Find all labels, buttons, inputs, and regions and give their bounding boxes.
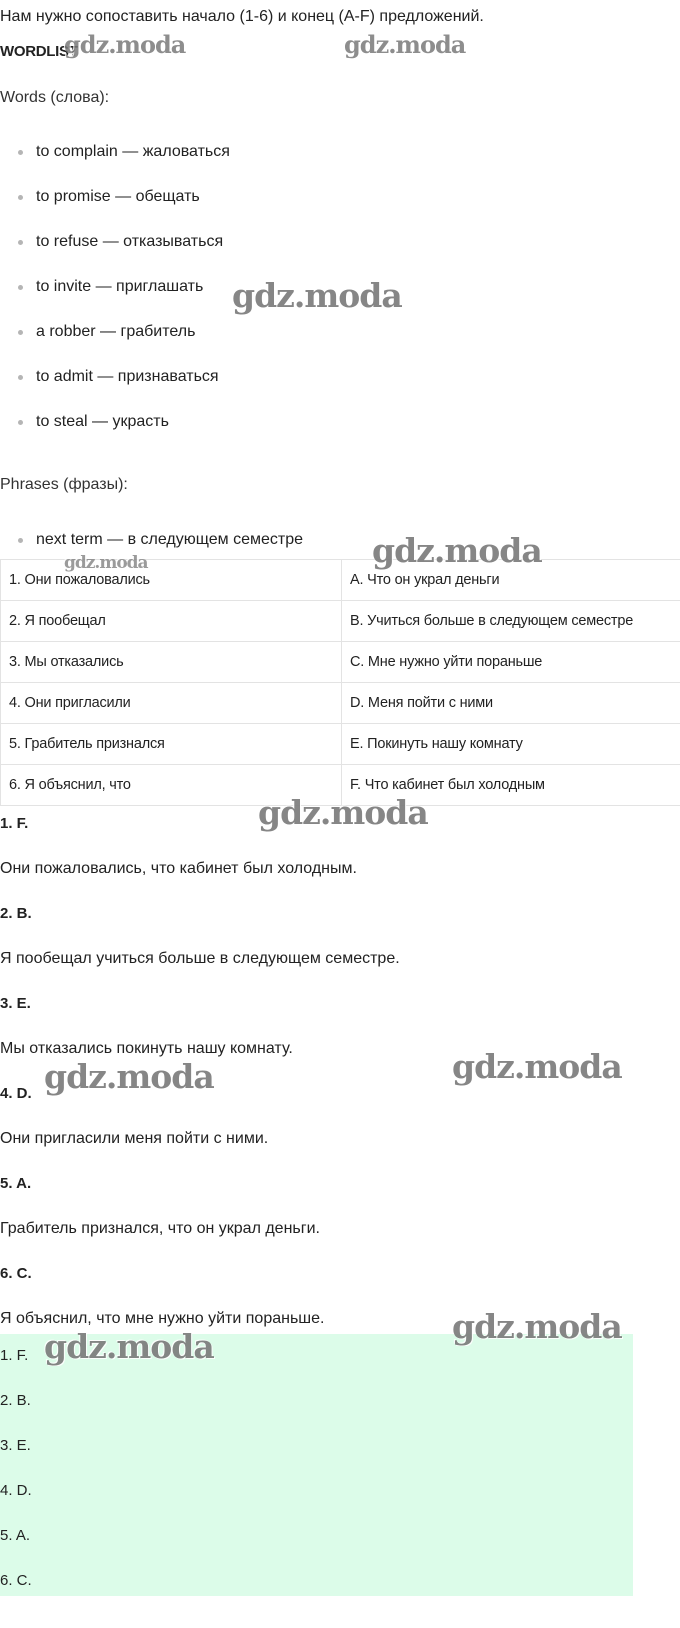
table-cell: F. Что кабинет был холодным bbox=[342, 765, 680, 806]
words-list bbox=[0, 143, 660, 458]
word-text: to refuse — отказываться bbox=[36, 233, 224, 250]
table-cell: C. Мне нужно уйти пораньше bbox=[342, 642, 680, 683]
word-text: to promise — обещать bbox=[36, 188, 200, 205]
table-cell: A. Что он украл деньги bbox=[342, 560, 680, 601]
table-row bbox=[1, 683, 680, 724]
answer-heading: 5. A. bbox=[0, 1175, 32, 1192]
answer-summary-box bbox=[0, 1334, 633, 1596]
list-item bbox=[0, 323, 660, 368]
answer-heading: 3. E. bbox=[0, 995, 31, 1012]
table-cell: D. Меня пойти с ними bbox=[342, 683, 680, 724]
list-item bbox=[0, 368, 660, 413]
word-text: to complain — жаловаться bbox=[36, 143, 230, 160]
table-cell: 5. Грабитель признался bbox=[1, 724, 342, 765]
table-row bbox=[1, 601, 680, 642]
watermark: gdz.moda bbox=[452, 1307, 622, 1346]
word-text: to admit — признаваться bbox=[36, 368, 219, 385]
list-item bbox=[0, 143, 660, 188]
watermark: gdz.moda bbox=[232, 276, 402, 315]
watermark: gdz.moda bbox=[64, 30, 186, 59]
summary-item: 6. C. bbox=[0, 1572, 32, 1589]
table-cell: 6. Я объяснил, что bbox=[1, 765, 342, 806]
watermark: gdz.moda bbox=[258, 793, 428, 832]
word-text: to invite — приглашать bbox=[36, 278, 204, 295]
summary-item: 2. B. bbox=[0, 1392, 31, 1409]
answer-heading: 2. B. bbox=[0, 905, 32, 922]
watermark: gdz.moda bbox=[344, 30, 466, 59]
matching-table bbox=[0, 559, 680, 806]
watermark: gdz.moda bbox=[44, 1327, 214, 1366]
watermark: gdz.moda bbox=[452, 1047, 622, 1086]
summary-item: 4. D. bbox=[0, 1482, 32, 1499]
list-item bbox=[0, 233, 660, 278]
table-row bbox=[1, 642, 680, 683]
table-cell: 1. Они пожаловались bbox=[1, 560, 342, 601]
answer-text: Они пожаловались, что кабинет был холодным. bbox=[0, 860, 357, 877]
table-row bbox=[1, 724, 680, 765]
wordlist-label: WORDLIST bbox=[0, 43, 78, 60]
table-cell: 3. Мы отказались bbox=[1, 642, 342, 683]
summary-item: 3. E. bbox=[0, 1437, 31, 1454]
words-heading: Words (слова): bbox=[0, 89, 110, 106]
answer-text: Мы отказались покинуть нашу комнату. bbox=[0, 1040, 293, 1057]
answer-text: Грабитель признался, что он украл деньги. bbox=[0, 1220, 320, 1237]
answer-text: Они пригласили меня пойти с ними. bbox=[0, 1130, 269, 1147]
table-row bbox=[1, 560, 680, 601]
watermark: gdz.moda bbox=[372, 531, 542, 570]
answer-heading: 1. F. bbox=[0, 815, 29, 832]
watermark: gdz.moda bbox=[44, 1057, 214, 1096]
phrase-text: next term — в следующем семестре bbox=[36, 531, 303, 548]
answer-heading: 6. C. bbox=[0, 1265, 32, 1282]
table-cell: 2. Я пообещал bbox=[1, 601, 342, 642]
answer-text: Я пообещал учиться больше в следующем семестре. bbox=[0, 950, 400, 967]
summary-item: 1. F. bbox=[0, 1347, 29, 1364]
list-item bbox=[0, 278, 660, 323]
answer-heading: 4. D. bbox=[0, 1085, 32, 1102]
watermark: gdz.moda bbox=[64, 553, 148, 573]
table-cell: E. Покинуть нашу комнату bbox=[342, 724, 680, 765]
word-text: a robber — грабитель bbox=[36, 323, 196, 340]
answer-text: Я объяснил, что мне нужно уйти пораньше. bbox=[0, 1310, 325, 1327]
table-cell: B. Учиться больше в следующем семестре bbox=[342, 601, 680, 642]
list-item bbox=[0, 413, 660, 458]
table-cell: 4. Они пригласили bbox=[1, 683, 342, 724]
summary-item: 5. A. bbox=[0, 1527, 31, 1544]
intro-text: Нам нужно сопоставить начало (1-6) и конец (A-F) предложений. bbox=[0, 8, 484, 25]
table-row bbox=[1, 765, 680, 806]
list-item bbox=[0, 188, 660, 233]
word-text: to steal — украсть bbox=[36, 413, 169, 430]
phrases-heading: Phrases (фразы): bbox=[0, 476, 128, 493]
